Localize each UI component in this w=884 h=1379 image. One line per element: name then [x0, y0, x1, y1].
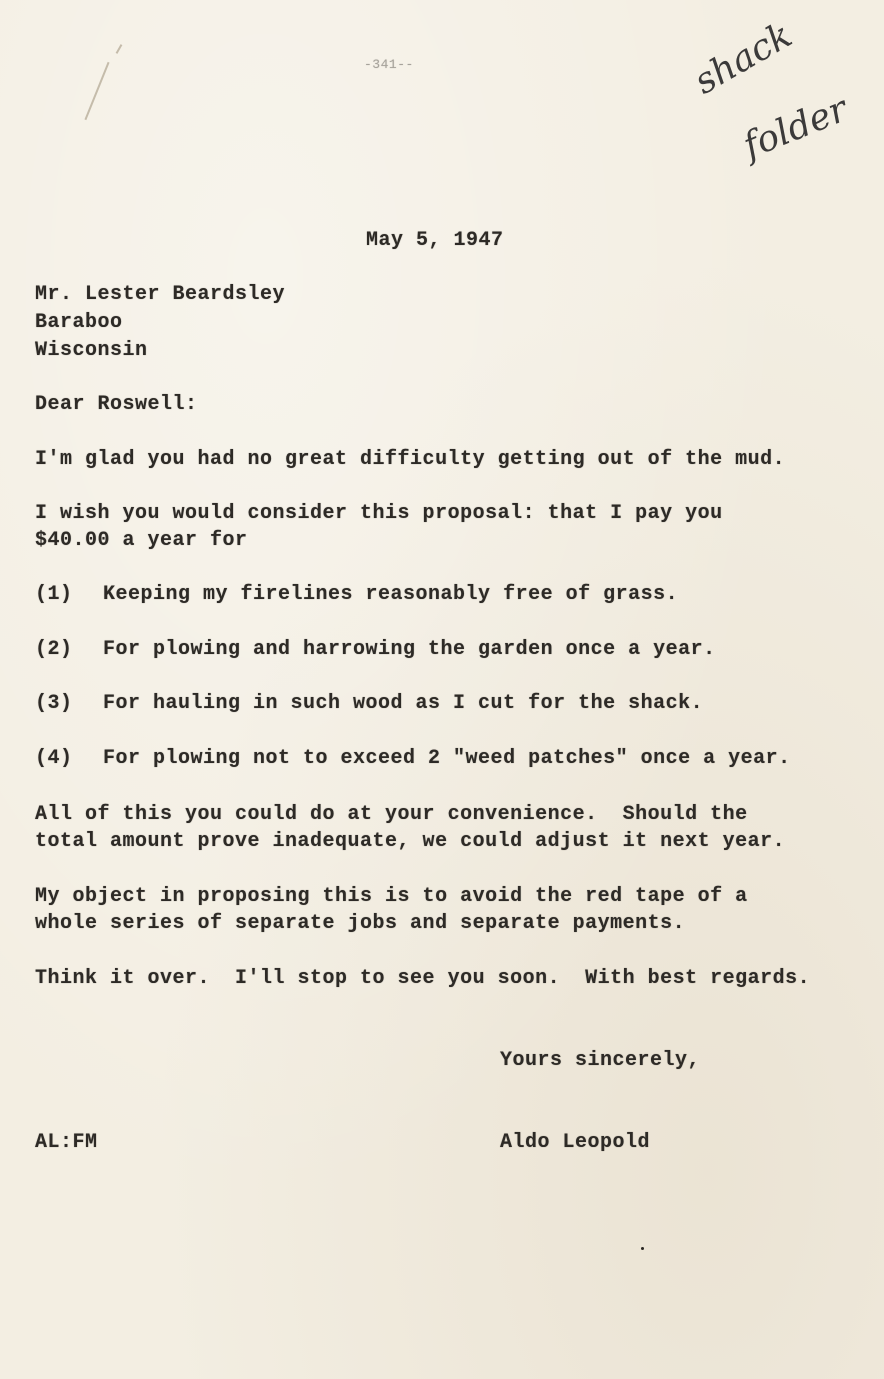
paragraph-4-line-1: My object in proposing this is to avoid the red tape of a	[35, 885, 748, 908]
paragraph-2-line-2: $40.00 a year for	[35, 529, 248, 552]
paragraph-3-line-2: total amount prove inadequate, we could adjust it next year.	[35, 830, 786, 853]
list-item-2-number: (2)	[35, 638, 73, 661]
list-item-1-number: (1)	[35, 583, 73, 606]
archive-stamp: -341--	[364, 57, 414, 72]
complimentary-close: Yours sincerely,	[500, 1049, 701, 1072]
recipient-state: Wisconsin	[35, 339, 148, 362]
handwritten-annotation-folder: folder	[737, 88, 854, 168]
list-item-4-text: For plowing not to exceed 2 "weed patches" once a year.	[103, 747, 791, 770]
list-item-4-number: (4)	[35, 747, 73, 770]
paragraph-3-line-1: All of this you could do at your convenience. Should the	[35, 803, 748, 826]
paragraph-1: I'm glad you had no great difficulty getting out of the mud.	[35, 448, 786, 471]
signer-name: Aldo Leopold	[500, 1131, 651, 1154]
paragraph-4-line-2: whole series of separate jobs and separate payments.	[35, 912, 686, 935]
list-item-1-text: Keeping my firelines reasonably free of grass.	[103, 583, 679, 606]
list-item-2-text: For plowing and harrowing the garden once a year.	[103, 638, 716, 661]
recipient-city: Baraboo	[35, 311, 123, 334]
paragraph-2-line-1: I wish you would consider this proposal: that I pay you	[35, 502, 723, 525]
list-item-3-number: (3)	[35, 692, 73, 715]
handwritten-annotation-shack: shack	[687, 14, 800, 103]
recipient-name: Mr. Lester Beardsley	[35, 283, 286, 306]
paper-speck	[641, 1247, 644, 1250]
pencil-mark-small	[116, 44, 123, 54]
salutation: Dear Roswell:	[35, 393, 198, 416]
pencil-mark	[84, 62, 109, 120]
letter-date: May 5, 1947	[366, 229, 504, 252]
paragraph-5: Think it over. I'll stop to see you soon. With best regards.	[35, 967, 811, 990]
typist-initials: AL:FM	[35, 1131, 98, 1154]
list-item-3-text: For hauling in such wood as I cut for the shack.	[103, 692, 704, 715]
